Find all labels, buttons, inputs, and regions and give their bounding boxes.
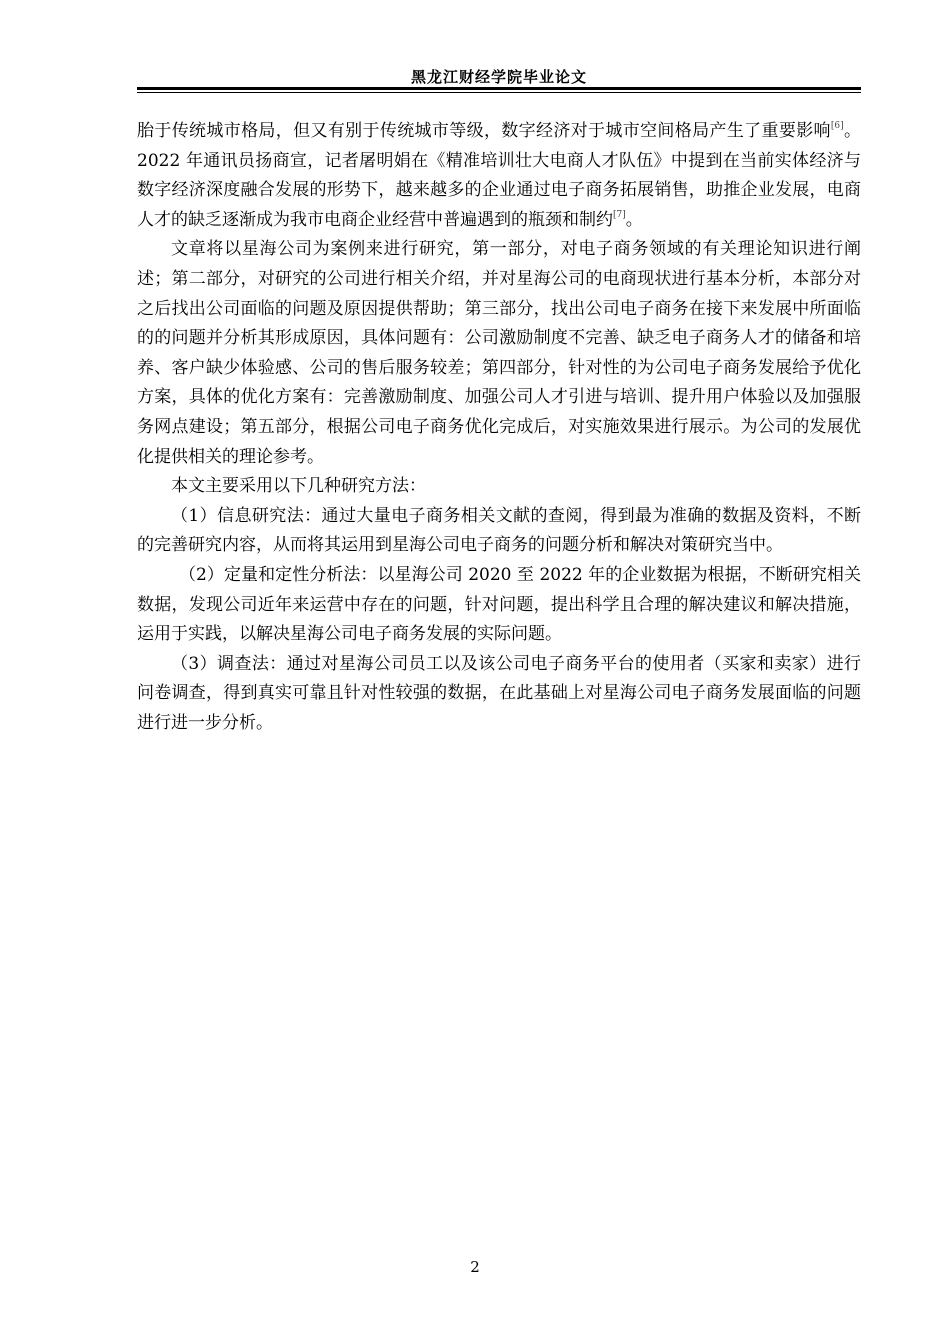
paragraph-structure: 文章将以星海公司为案例来进行研究，第一部分，对电子商务领域的有关理论知识进行阐述；第二部分，对研究的公司进行相关介绍，并对星海公司的电商现状进行基本分析，本部分对之后找出公司面临的问题及原因提供帮助；第三部分，找出公司电子商务在接下来发展中所面临的的问题并分析其形成原因，具体问题有：公司激励制度不完善、缺乏电子商务人才的储备和培养、客户缺少体验感、公司的售后服务较差；第四部分，针对性的为公司电子商务发展给予优化方案，具体的优化方案有：完善激励制度、加强公司人才引进与培训、提升用户体验以及加强服务网点建设；第五部分，根据公司电子商务优化完成后，对实施效果进行展示。为公司的发展优化提供相关的理论参考。 bbox=[137, 239, 861, 467]
header-rule-thick bbox=[137, 87, 861, 90]
paragraph-method-3: （3）调查法：通过对星海公司员工以及该公司电子商务平台的使用者（买家和卖家）进行问卷调查，得到真实可靠且针对性较强的数据，在此基础上对星海公司电子商务发展面临的问题进行进一步分析。 bbox=[137, 653, 861, 733]
body-text bbox=[137, 117, 861, 738]
paragraph-text: 胎于传统城市格局，但又有别于传统城市等级，数字经济对于城市空间格局产生了重要影响 bbox=[137, 121, 831, 141]
paragraph-method-1: （1）信息研究法：通过大量电子商务相关文献的查阅，得到最为准确的数据及资料，不断的完善研究内容，从而将其运用到星海公司电子商务的问题分析和解决对策研究当中。 bbox=[137, 505, 861, 556]
paragraph-text: 。2022 年通讯员扬商宣，记者屠明娟在《精准培训壮大电商人才队伍》中提到在当前实体经济与数字经济深度融合发展的形势下，越来越多的企业通过电子商务拓展销售，助推企业发展，电商人才的缺乏逐渐成为我市电商企业经营中普遍遇到的瓶颈和制约 bbox=[137, 121, 862, 230]
paragraph-methods-intro: 本文主要采用以下几种研究方法： bbox=[171, 476, 426, 497]
paragraph-method-2: （2）定量和定性分析法：以星海公司 2020 至 2022 年的企业数据为根据，不断研究相关数据，发现公司近年来运营中存在的问题，针对问题，提出科学且合理的解决建议和解决措施，运用于实践，以解决星海公司电子商务发展的实际问题。 bbox=[137, 564, 861, 645]
running-header-title: 黑龙江财经学院毕业论文 bbox=[410, 68, 587, 86]
paragraph-continued bbox=[137, 117, 861, 235]
citation-ref: [7] bbox=[613, 209, 626, 220]
citation-ref: [6] bbox=[830, 121, 844, 131]
header-rule-thin bbox=[137, 92, 861, 93]
page-number: 2 bbox=[470, 1258, 480, 1276]
paragraph-text: 。 bbox=[625, 209, 643, 230]
